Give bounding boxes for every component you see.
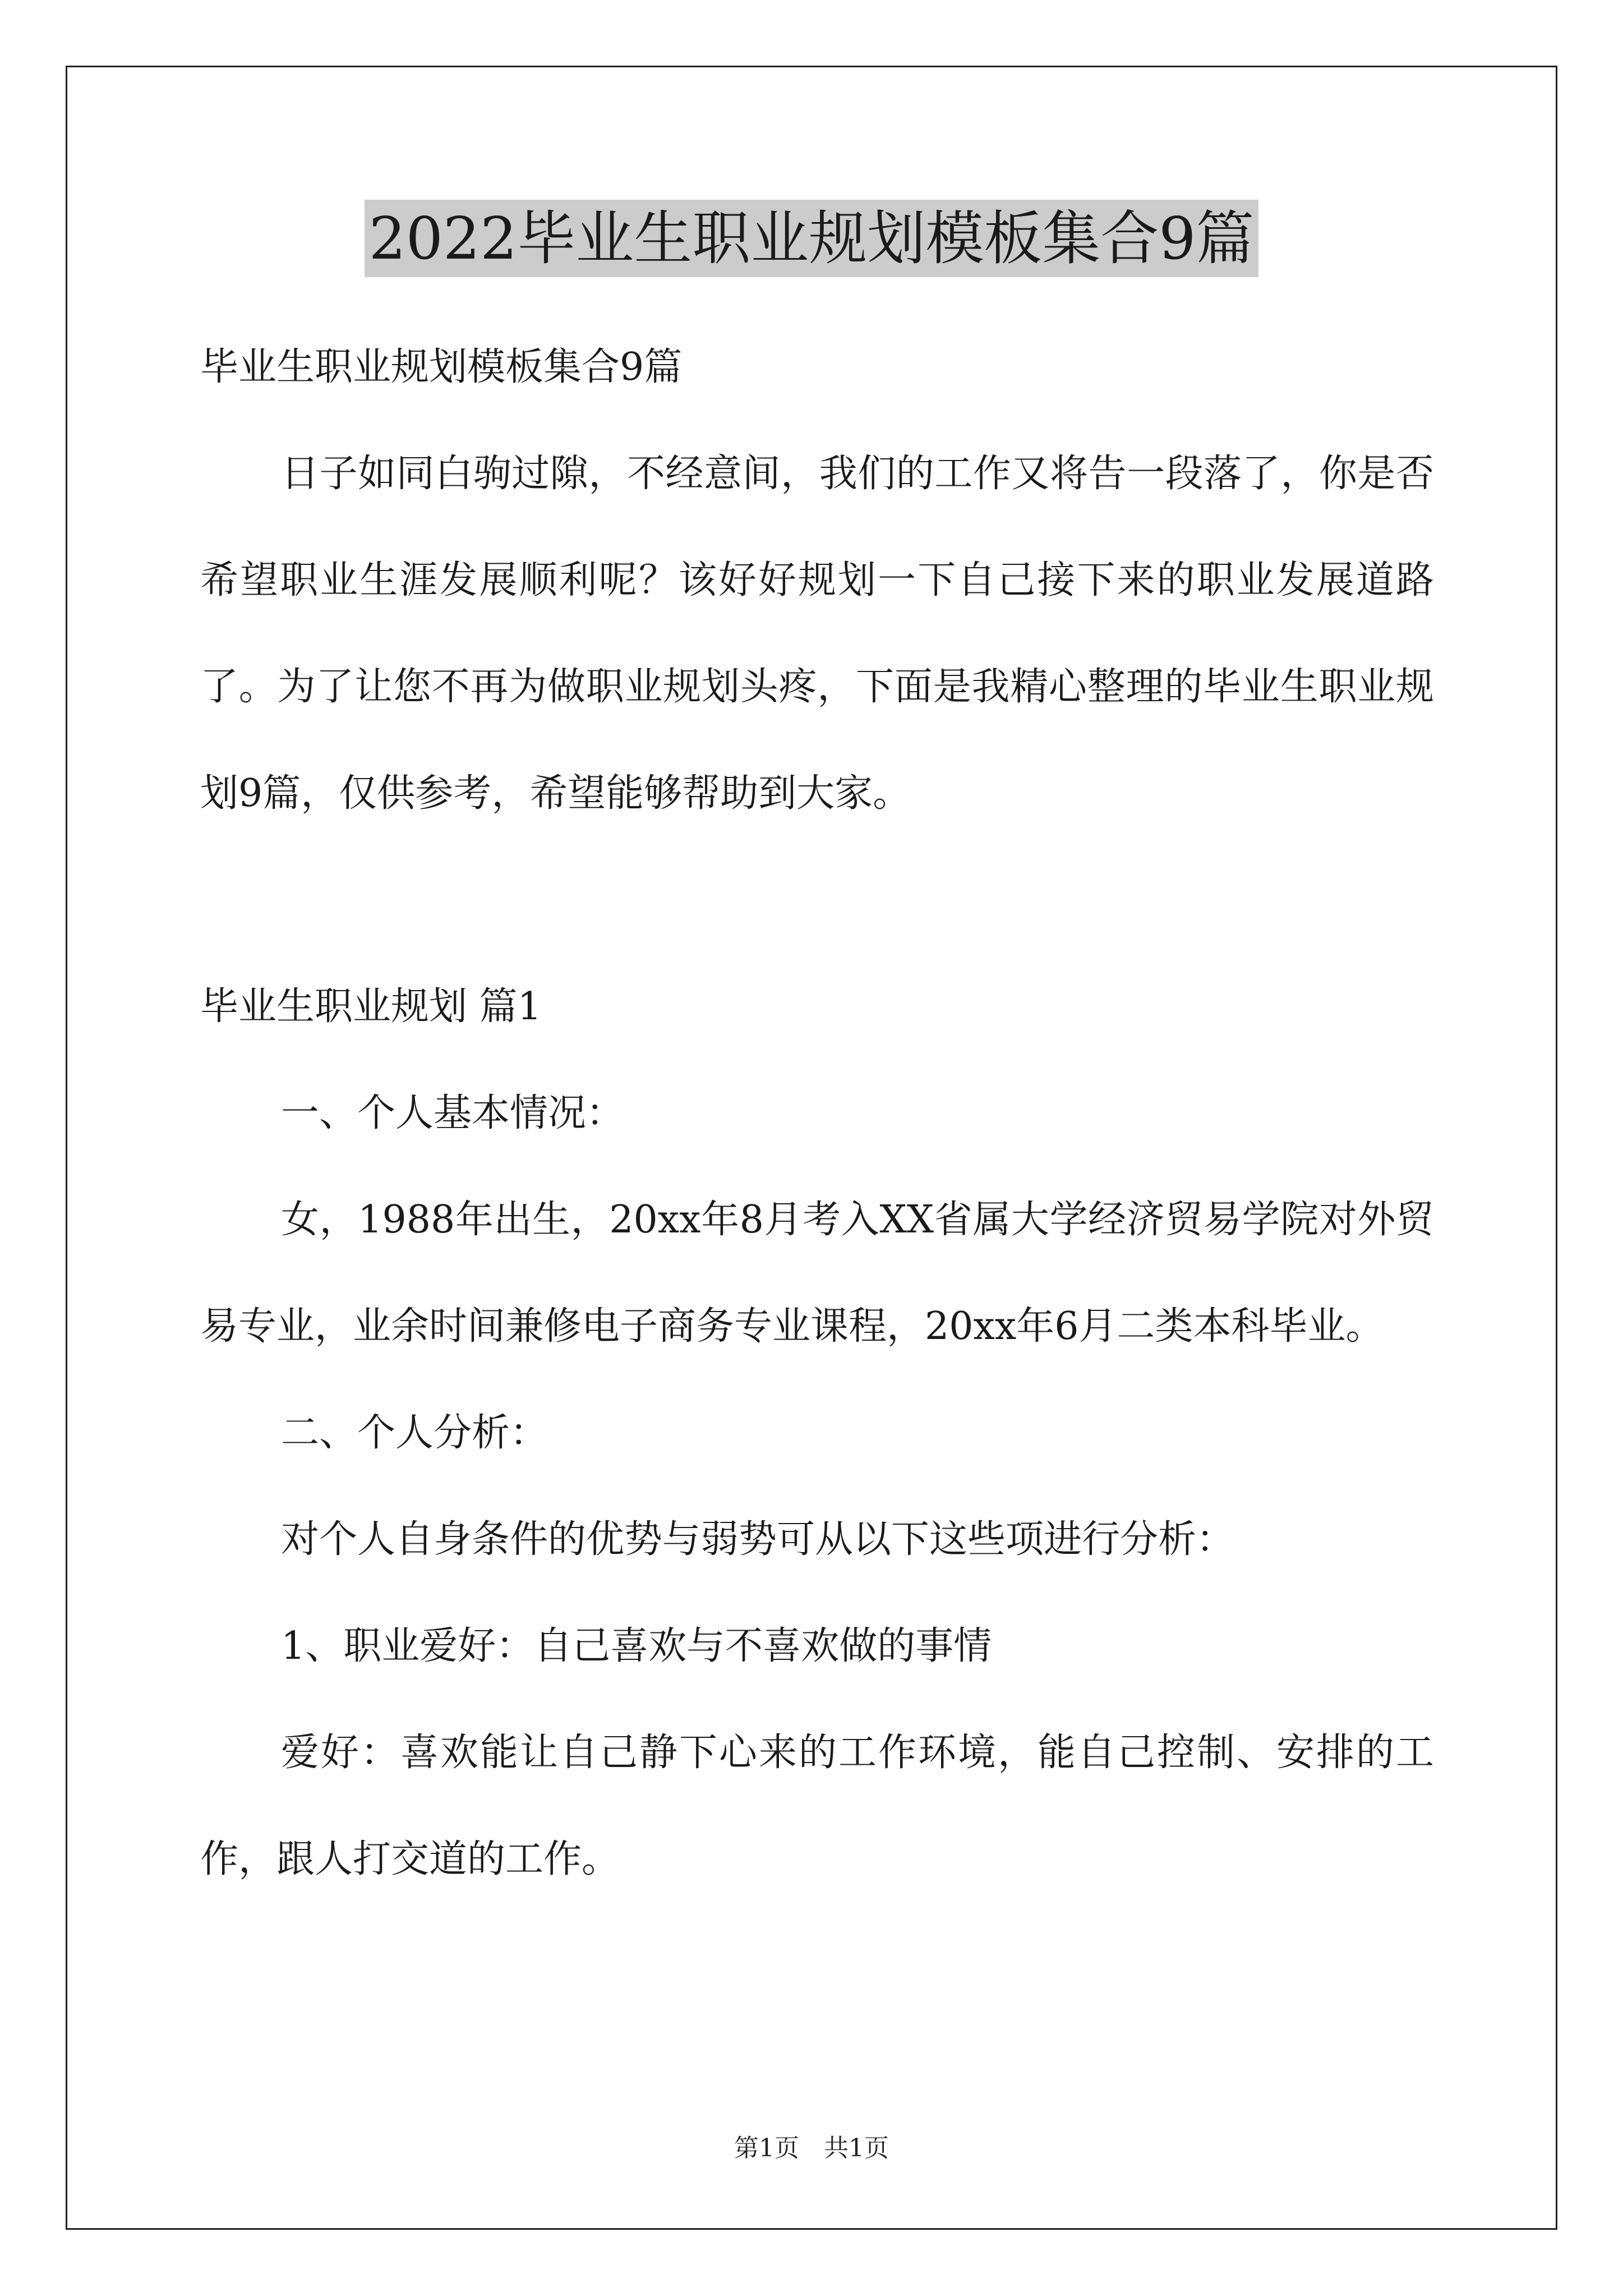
part1-body: 女，1988年出生，20xx年8月考入XX省属大学经济贸易学院对外贸易专业，业余时间兼修电子商务专业课程，20xx年6月二类本科毕业。 <box>200 1198 1434 1349</box>
document-title-text: 2022毕业生职业规划模板集合9篇 <box>365 200 1259 277</box>
subtitle: 毕业生职业规划模板集合9篇 <box>200 345 683 389</box>
item1-heading: 1、职业爱好：自己喜欢与不喜欢做的事情 <box>281 1624 992 1668</box>
document-body <box>200 314 1434 1913</box>
section-heading: 毕业生职业规划 篇1 <box>200 984 542 1029</box>
document-title <box>0 202 1623 275</box>
intro-paragraph: 日子如同白驹过隙，不经意间，我们的工作又将告一段落了，你是否希望职业生涯发展顺利呢？该好好规划一下自己接下来的职业发展道路了。为了让您不再为做职业规划头疼，下面是我精心整理的毕业生职业规划9篇，仅供参考，希望能够帮助到大家。 <box>200 452 1434 816</box>
part1-heading: 一、个人基本情况： <box>281 1091 625 1135</box>
part2-heading: 二、个人分析： <box>281 1411 548 1455</box>
part2-intro: 对个人自身条件的优势与弱势可从以下这些项进行分析： <box>281 1517 1235 1562</box>
item1-body: 爱好：喜欢能让自己静下心来的工作环境，能自己控制、安排的工作，跟人打交道的工作。 <box>200 1731 1434 1881</box>
page-footer: 第1页 共1页 <box>734 2134 889 2162</box>
